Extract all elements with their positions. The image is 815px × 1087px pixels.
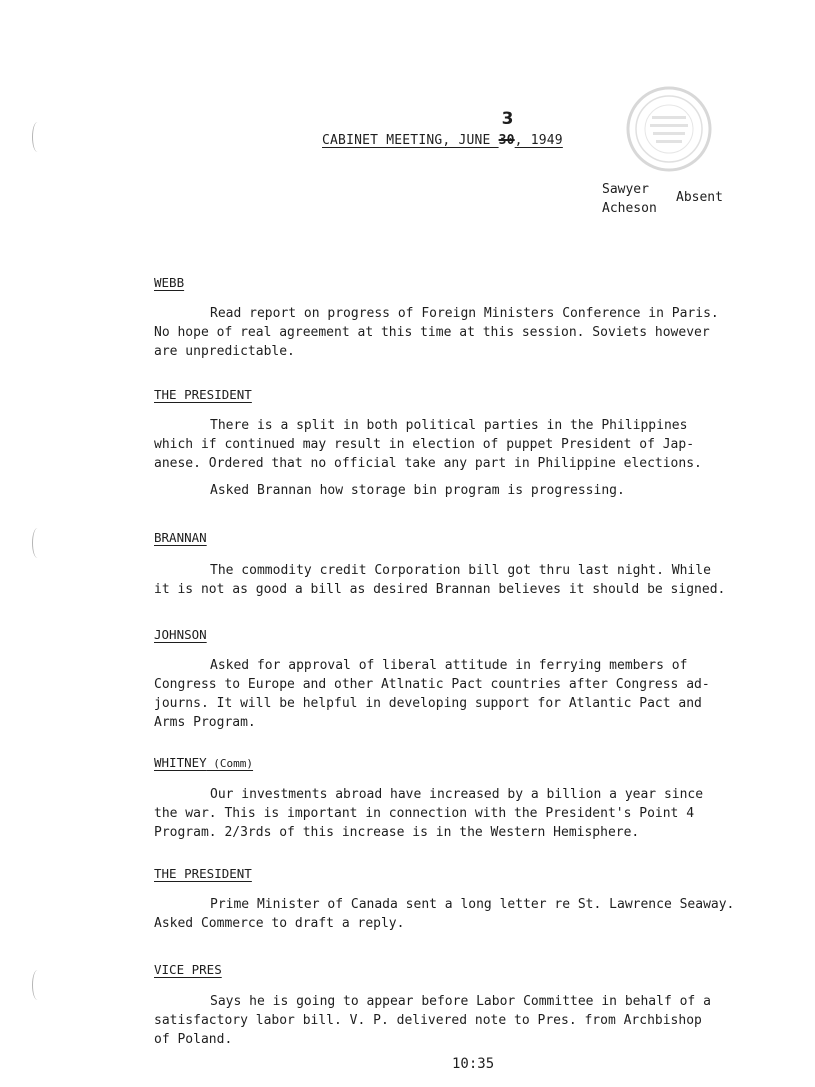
page-title [322, 109, 563, 148]
speaker-qualifier: (Comm) [206, 757, 254, 770]
section-paragraph: Says he is going to appear before Labor Committee in behalf of a satisfactory labor bill. V. P. delivered note to Pres. from Archbishop of Poland. [154, 994, 711, 1047]
section-paragraph: Prime Minister of Canada sent a long letter re St. Lawrence Seaway. Asked Commerce to draft a reply. [154, 897, 735, 931]
margin-mark [32, 528, 43, 558]
date-correction [498, 109, 515, 148]
section-paragraph: Asked for approval of liberal attitude in ferrying members of Congress to Europe and other Atlnatic Pact countries after Congress ad- journs. It will be helpful in developing support for Atlantic Pact and Arms Program. [154, 658, 710, 730]
absent-name: Sawyer [602, 182, 649, 197]
section-paragraph: Our investments abroad have increased by a billion a year since the war. This is important in connection with the President's Point 4 Program. 2/3rds of this increase is in the Western Hemisphere. [154, 787, 704, 840]
speaker-heading [154, 755, 253, 770]
margin-mark [32, 122, 43, 152]
speaker-heading: JOHNSON [154, 627, 207, 642]
corrected-day: 3 [501, 109, 514, 129]
page-number: 10:35 [452, 1056, 495, 1072]
section-paragraph: There is a split in both political parties in the Philippines which if continued may result in election of puppet President of Jap- anese. Ordered that no official take any part in Philippine elections. [154, 418, 702, 471]
title-suffix: , 1949 [514, 133, 563, 148]
speaker-heading: BRANNAN [154, 530, 207, 545]
speaker-heading: THE PRESIDENT [154, 387, 252, 402]
section-paragraph: Asked Brannan how storage bin program is progressing. [210, 483, 625, 498]
section-paragraph: Read report on progress of Foreign Ministers Conference in Paris. No hope of real agreement at this time at this session. Soviets however are unpredictable. [154, 306, 719, 359]
section-paragraph: The commodity credit Corporation bill got thru last night. While it is not as good a bill as desired Brannan believes it should be signed. [154, 563, 726, 597]
archive-seal-icon [626, 86, 712, 172]
absent-names [602, 180, 657, 218]
speaker-name: WHITNEY [154, 755, 207, 770]
struck-day: 30 [498, 133, 515, 148]
title-prefix: CABINET MEETING, JUNE [322, 133, 499, 148]
speaker-heading: VICE PRES [154, 962, 222, 977]
absent-name: Acheson [602, 201, 657, 216]
speaker-heading: THE PRESIDENT [154, 866, 252, 881]
speaker-heading: WEBB [154, 275, 185, 290]
absent-label: Absent [676, 190, 723, 205]
absent-list [602, 180, 723, 218]
margin-mark [32, 970, 43, 1000]
